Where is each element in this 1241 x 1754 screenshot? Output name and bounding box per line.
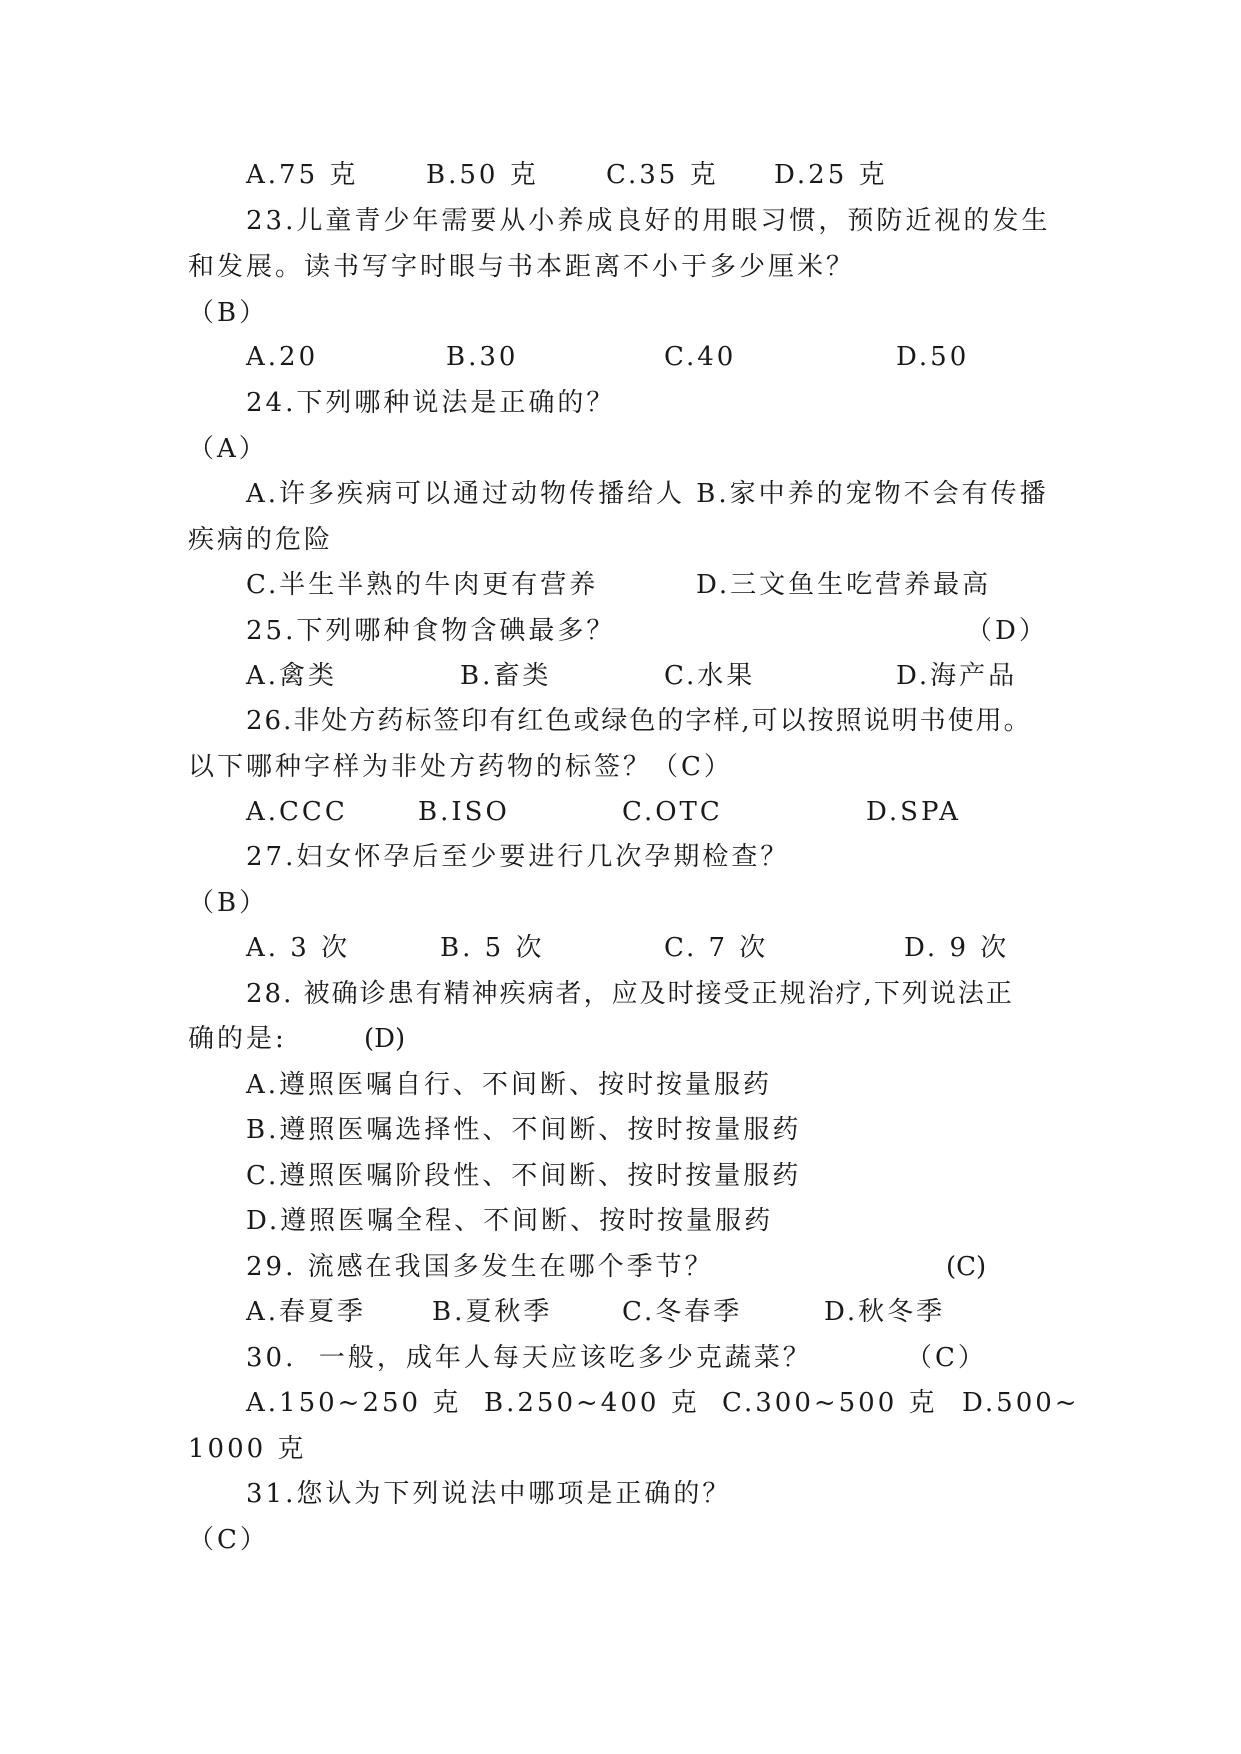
q22-option-d: D.25 克 [774, 160, 888, 190]
q25-option-a: A.禽类 [246, 661, 338, 691]
q30-option-a: A.150~250 克 [246, 1388, 462, 1418]
q29-question: 29. 流感在我国多发生在哪个季节？ [246, 1252, 714, 1282]
q24-answer: （A） [188, 434, 268, 464]
q25-answer: （D） [966, 616, 1048, 646]
q29-option-c: C.冬春季 [622, 1297, 743, 1327]
q24-option-ab: A.许多疾病可以通过动物传播给人 B.家中养的宠物不会有传播 [246, 479, 1049, 509]
q27-answer: （B） [188, 888, 269, 918]
q28-option-a: A.遵照医嘱自行、不间断、按时按量服药 [246, 1070, 773, 1100]
q31-answer: （C） [188, 1525, 269, 1555]
q22-option-c: C.35 克 [606, 160, 719, 190]
q26-option-d: D.SPA [866, 797, 961, 827]
q29-option-b: B.夏秋季 [432, 1297, 553, 1327]
q22-option-b: B.50 克 [426, 160, 539, 190]
q23-option-a: A.20 [246, 342, 319, 372]
q24-question: 24.下列哪种说法是正确的？ [246, 388, 616, 418]
q29-option-a: A.春夏季 [246, 1297, 367, 1327]
q23-option-c: C.40 [664, 342, 737, 372]
q26-option-a: A.CCC [246, 797, 348, 827]
q30-option-b: B.250~400 克 [484, 1388, 700, 1418]
q23-question-cont: 和发展。读书写字时眼与书本距离不小于多少厘米？ [188, 252, 856, 282]
q30-answer: （C） [906, 1343, 987, 1373]
q25-option-c: C.水果 [664, 661, 756, 691]
q27-option-a: A. 3 次 [246, 933, 351, 963]
q28-question-cont: 确的是: [188, 1024, 287, 1054]
q26-option-c: C.OTC [622, 797, 723, 827]
q28-option-d: D.遵照医嘱全程、不间断、按时按量服药 [246, 1206, 774, 1236]
q28-option-b: B.遵照医嘱选择性、不间断、按时按量服药 [246, 1115, 802, 1145]
q23-option-d: D.50 [896, 342, 970, 372]
q30-option-d-cont: 1000 克 [188, 1434, 307, 1464]
q31-question: 31.您认为下列说法中哪项是正确的？ [246, 1479, 732, 1509]
q27-option-c: C. 7 次 [664, 933, 769, 963]
q30-option-c: C.300~500 克 [722, 1388, 938, 1418]
q24-option-c: C.半生半熟的牛肉更有营养 [246, 570, 599, 600]
q23-answer: （B） [188, 298, 269, 328]
q23-option-b: B.30 [446, 342, 519, 372]
q27-option-d: D. 9 次 [904, 933, 1010, 963]
q22-option-a: A.75 克 [246, 160, 359, 190]
q29-option-d: D.秋冬季 [824, 1297, 946, 1327]
q27-question: 27.妇女怀孕后至少要进行几次孕期检查？ [246, 842, 790, 872]
q28-option-c: C.遵照医嘱阶段性、不间断、按时按量服药 [246, 1161, 802, 1191]
q25-option-b: B.畜类 [460, 661, 552, 691]
q29-answer: (C) [946, 1252, 987, 1282]
q30-option-d: D.500~ [962, 1388, 1080, 1418]
q24-option-d: D.三文鱼生吃营养最高 [696, 570, 992, 600]
q26-option-b: B.ISO [418, 797, 510, 827]
q30-question: 30. 一般，成年人每天应该吃多少克蔬菜？ [246, 1343, 812, 1373]
q28-question: 28. 被确诊患有精神疾病者，应及时接受正规治疗,下列说法正 [246, 979, 1014, 1009]
q24-option-b-cont: 疾病的危险 [188, 525, 334, 555]
q27-option-b: B. 5 次 [440, 933, 545, 963]
q25-option-d: D.海产品 [896, 661, 1018, 691]
q25-question: 25.下列哪种食物含碘最多？ [246, 616, 616, 646]
q26-question: 26.非处方药标签印有红色或绿色的字样,可以按照说明书使用。 [246, 706, 1032, 736]
q26-question-cont: 以下哪种字样为非处方药物的标签？（C） [188, 752, 733, 782]
q28-answer: (D) [364, 1024, 406, 1054]
q23-question: 23.儿童青少年需要从小养成良好的用眼习惯，预防近视的发生 [246, 206, 1051, 236]
